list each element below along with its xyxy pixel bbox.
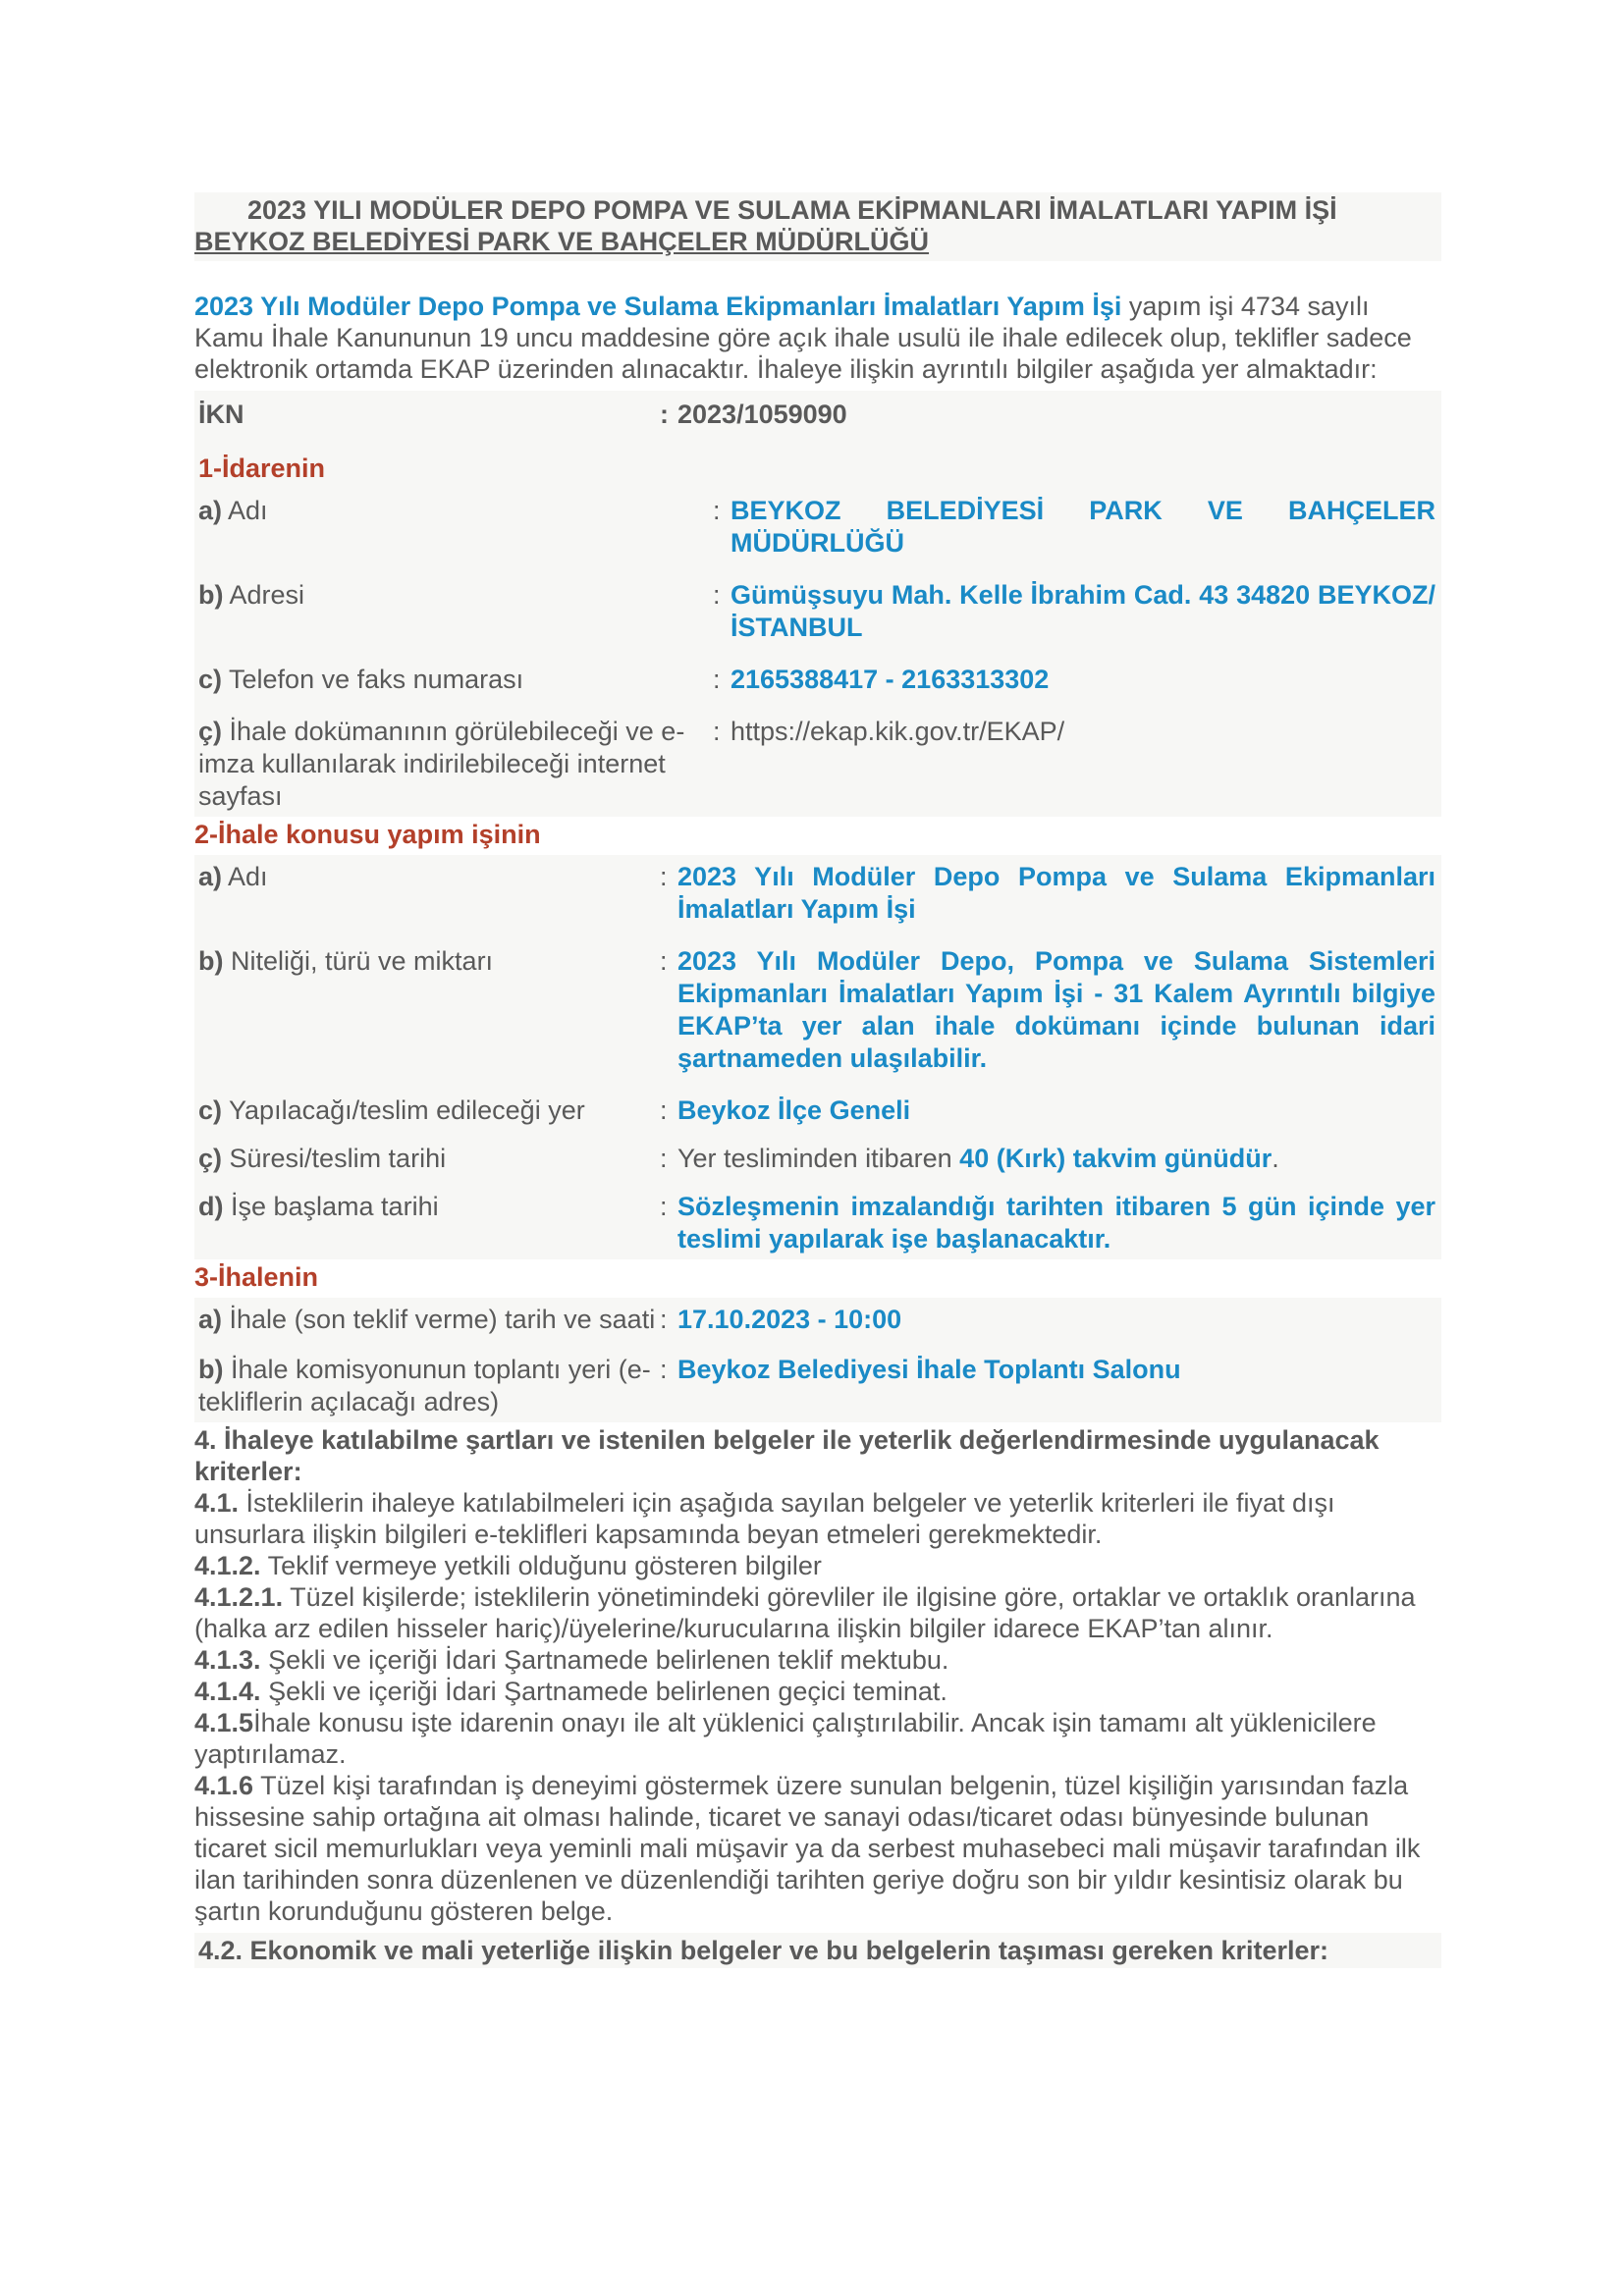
s3-b-value: Beykoz Belediyesi İhale Toplantı Salonu bbox=[677, 1355, 1181, 1384]
s1-row-d bbox=[194, 716, 1441, 817]
s3-row-b bbox=[194, 1354, 1441, 1422]
s3-row-a bbox=[194, 1304, 1441, 1354]
para-4-1-4 bbox=[194, 1676, 1441, 1707]
s1-a-colon: : bbox=[713, 496, 721, 525]
s3-b-colon: : bbox=[660, 1355, 668, 1384]
intro-text: yapım işi 4734 sayılı Kamu İhale Kanununun 19 uncu maddesine göre açık ihale usulü ile ihale edilecek olup, teklifler sadece elektronik ortamda EKAP üzerinden alınacaktır. İhaleye ilişkin ayrıntılı bilgiler aşağıda yer almaktadır: bbox=[194, 292, 1412, 384]
s2-d-colon: : bbox=[660, 1144, 668, 1173]
s1-b-colon: : bbox=[713, 580, 721, 610]
s1-a-key: a) bbox=[198, 496, 223, 525]
s1-row-a bbox=[194, 495, 1441, 579]
s2-row-b bbox=[194, 945, 1441, 1095]
s1-c-colon: : bbox=[713, 665, 721, 694]
s2-row-c bbox=[194, 1095, 1441, 1143]
s2-c-label: Yapılacağı/teslim edileceği yer bbox=[222, 1095, 585, 1125]
s2-e-label: İşe başlama tarihi bbox=[223, 1192, 439, 1221]
section-3-heading: 3-İhalenin bbox=[194, 1259, 1441, 1296]
para-4-1-text: İsteklilerin ihaleye katılabilmeleri için aşağıda sayılan belgeler ve yeterlik kriterleri ile fiyat dışı unsurlara ilişkin bilgileri e-teklifleri kapsamında beyan etmeleri gerekmektedir. bbox=[194, 1488, 1335, 1549]
s2-b-label: Niteliği, türü ve miktarı bbox=[223, 946, 494, 976]
section-3-table bbox=[194, 1298, 1441, 1422]
s1-b-key: b) bbox=[198, 580, 224, 610]
s2-e-value: Sözleşmenin imzalandığı tarihten itibaren 5 gün içinde yer teslimi yapılarak işe başlanacaktır. bbox=[677, 1192, 1435, 1254]
s1-c-key: c) bbox=[198, 665, 223, 694]
s1-b-value: Gümüşsuyu Mah. Kelle İbrahim Cad. 43 34820 BEYKOZ/İSTANBUL bbox=[731, 580, 1435, 642]
para-4-1-3 bbox=[194, 1644, 1441, 1676]
s1-a-value: BEYKOZ BELEDİYESİ PARK VE BAHÇELER MÜDÜRLÜĞÜ bbox=[731, 496, 1435, 558]
ikn-label: İKN bbox=[198, 400, 244, 429]
para-4-1-2-1 bbox=[194, 1581, 1441, 1644]
s2-c-colon: : bbox=[660, 1095, 668, 1125]
ikn-row bbox=[194, 391, 1441, 817]
para-4-1-3-text: Şekli ve içeriği İdari Şartnamede belirlenen teklif mektubu. bbox=[260, 1645, 949, 1675]
s3-b-key: b) bbox=[198, 1355, 224, 1384]
para-4-2: 4.2. Ekonomik ve mali yeterliğe ilişkin belgeler ve bu belgelerin taşıması gereken kriterler: bbox=[194, 1933, 1441, 1968]
s2-b-value: 2023 Yılı Modüler Depo, Pompa ve Sulama Sistemleri Ekipmanları İmalatları Yapım İşi - 31 Kalem Ayrıntılı bilgiye EKAP’ta yer alan ihale dokümanı içinde bulunan idari şartnameden ulaşılabilir. bbox=[677, 946, 1435, 1073]
s1-d-key: ç) bbox=[198, 717, 223, 746]
intro-bold: 2023 Yılı Modüler Depo Pompa ve Sulama Ekipmanları İmalatları Yapım İşi bbox=[194, 292, 1122, 321]
section-2-heading: 2-İhale konusu yapım işinin bbox=[194, 817, 1441, 853]
para-4-1-5 bbox=[194, 1707, 1441, 1770]
s1-a-label: Adı bbox=[222, 496, 268, 525]
s2-d-value-post: . bbox=[1272, 1144, 1279, 1173]
para-4-1-4-text: Şekli ve içeriği İdari Şartnamede belirlenen geçici teminat. bbox=[260, 1677, 947, 1706]
s3-a-key: a) bbox=[198, 1305, 223, 1334]
para-4-1-2-1-num: 4.1.2.1. bbox=[194, 1582, 284, 1612]
para-4-1-num: 4.1. bbox=[194, 1488, 240, 1518]
s1-d-value[interactable]: https://ekap.kik.gov.tr/EKAP/ bbox=[731, 717, 1065, 746]
para-4-1-6-num: 4.1.6 bbox=[194, 1771, 254, 1800]
para-4-1-5-text: İhale konusu işte idarenin onayı ile alt yüklenici çalıştırılabilir. Ancak işin tamamı alt yüklenicilere yaptırılamaz. bbox=[194, 1708, 1377, 1769]
section-2-table bbox=[194, 855, 1441, 1259]
s2-row-a bbox=[194, 861, 1441, 945]
section-1-heading: 1-İdarenin bbox=[198, 454, 326, 483]
document-subtitle: BEYKOZ BELEDİYESİ PARK VE BAHÇELER MÜDÜRLÜĞÜ bbox=[194, 227, 930, 256]
s2-d-value-bold: 40 (Kırk) takvim günüdür bbox=[959, 1144, 1272, 1173]
s2-row-d bbox=[194, 1143, 1441, 1191]
para-4-1-6 bbox=[194, 1770, 1441, 1927]
s2-row-e bbox=[194, 1191, 1441, 1259]
s1-row-b bbox=[194, 579, 1441, 664]
s3-a-value: 17.10.2023 - 10:00 bbox=[677, 1305, 902, 1334]
s1-row-c bbox=[194, 664, 1441, 716]
para-4-1-3-num: 4.1.3. bbox=[194, 1645, 261, 1675]
s3-a-label: İhale (son teklif verme) tarih ve saati bbox=[222, 1305, 656, 1334]
s1-c-label: Telefon ve faks numarası bbox=[222, 665, 524, 694]
s3-b-label: İhale komisyonunun toplantı yeri (e-tekliflerin açılacağı adres) bbox=[198, 1355, 651, 1416]
para-4-1 bbox=[194, 1487, 1441, 1550]
s2-d-value bbox=[677, 1143, 1441, 1175]
para-4-1-2-text: Teklif vermeye yetkili olduğunu gösteren bilgiler bbox=[260, 1551, 822, 1580]
para-4-1-4-num: 4.1.4. bbox=[194, 1677, 261, 1706]
s2-d-value-pre: Yer tesliminden itibaren bbox=[677, 1144, 960, 1173]
s2-b-key: b) bbox=[198, 946, 224, 976]
document bbox=[194, 192, 1441, 1968]
s1-d-label: İhale dokümanının görülebileceği ve e-imza kullanılarak indirilebileceği internet sayfası bbox=[198, 717, 685, 811]
s2-d-key: ç) bbox=[198, 1144, 223, 1173]
ikn-colon: : bbox=[660, 400, 669, 429]
s2-d-label: Süresi/teslim tarihi bbox=[222, 1144, 447, 1173]
s2-e-colon: : bbox=[660, 1192, 668, 1221]
para-4-1-5-num: 4.1.5 bbox=[194, 1708, 254, 1737]
s2-c-value: Beykoz İlçe Geneli bbox=[677, 1095, 911, 1125]
s2-a-label: Adı bbox=[222, 862, 268, 891]
para-4-1-2-num: 4.1.2. bbox=[194, 1551, 261, 1580]
para-4-1-2-1-text: Tüzel kişilerde; isteklilerin yönetimindeki görevliler ile ilgisine göre, ortaklar ve ortaklık oranlarına (halka arz edilen hisseler hariç)/üyelerine/kurucularına ilişkin bilgiler idarece EKAP’tan alınır. bbox=[194, 1582, 1416, 1643]
s2-e-key: d) bbox=[198, 1192, 224, 1221]
s1-c-value: 2165388417 - 2163313302 bbox=[731, 665, 1050, 694]
ikn-value: 2023/1059090 bbox=[677, 400, 847, 429]
title-block bbox=[194, 192, 1441, 261]
s2-a-colon: : bbox=[660, 862, 668, 891]
para-4-1-6-text: Tüzel kişi tarafından iş deneyimi göstermek üzere sunulan belgenin, tüzel kişiliğin yarısından fazla hissesine sahip ortağına ait olması halinde, ticaret ve sanayi odası/ticaret odası bünyesinde bulunan ticaret sicil memurlukları veya yeminli mali müşavir ya da serbest muhasebeci mali müşavir tarafından ilk ilan tarihinden sonra düzenlenen ve düzenlendiği tarihten geriye doğru son bir yıldır kesintisiz olarak bu şartın korunduğunu gösteren belge. bbox=[194, 1771, 1421, 1926]
s2-a-value: 2023 Yılı Modüler Depo Pompa ve Sulama Ekipmanları İmalatları Yapım İşi bbox=[677, 862, 1435, 924]
s2-a-key: a) bbox=[198, 862, 223, 891]
document-title: 2023 YILI MODÜLER DEPO POMPA VE SULAMA EKİPMANLARI İMALATLARI YAPIM İŞİ bbox=[247, 195, 1337, 225]
s2-c-key: c) bbox=[198, 1095, 223, 1125]
para-4-1-2 bbox=[194, 1550, 1441, 1581]
intro-paragraph bbox=[194, 291, 1441, 385]
s2-b-colon: : bbox=[660, 946, 668, 976]
section-4-heading: 4. İhaleye katılabilme şartları ve istenilen belgeler ile yeterlik değerlendirmesinde uygulanacak kriterler: bbox=[194, 1425, 1380, 1486]
s3-a-colon: : bbox=[660, 1305, 668, 1334]
s1-b-label: Adresi bbox=[223, 580, 305, 610]
s1-d-colon: : bbox=[713, 717, 721, 746]
